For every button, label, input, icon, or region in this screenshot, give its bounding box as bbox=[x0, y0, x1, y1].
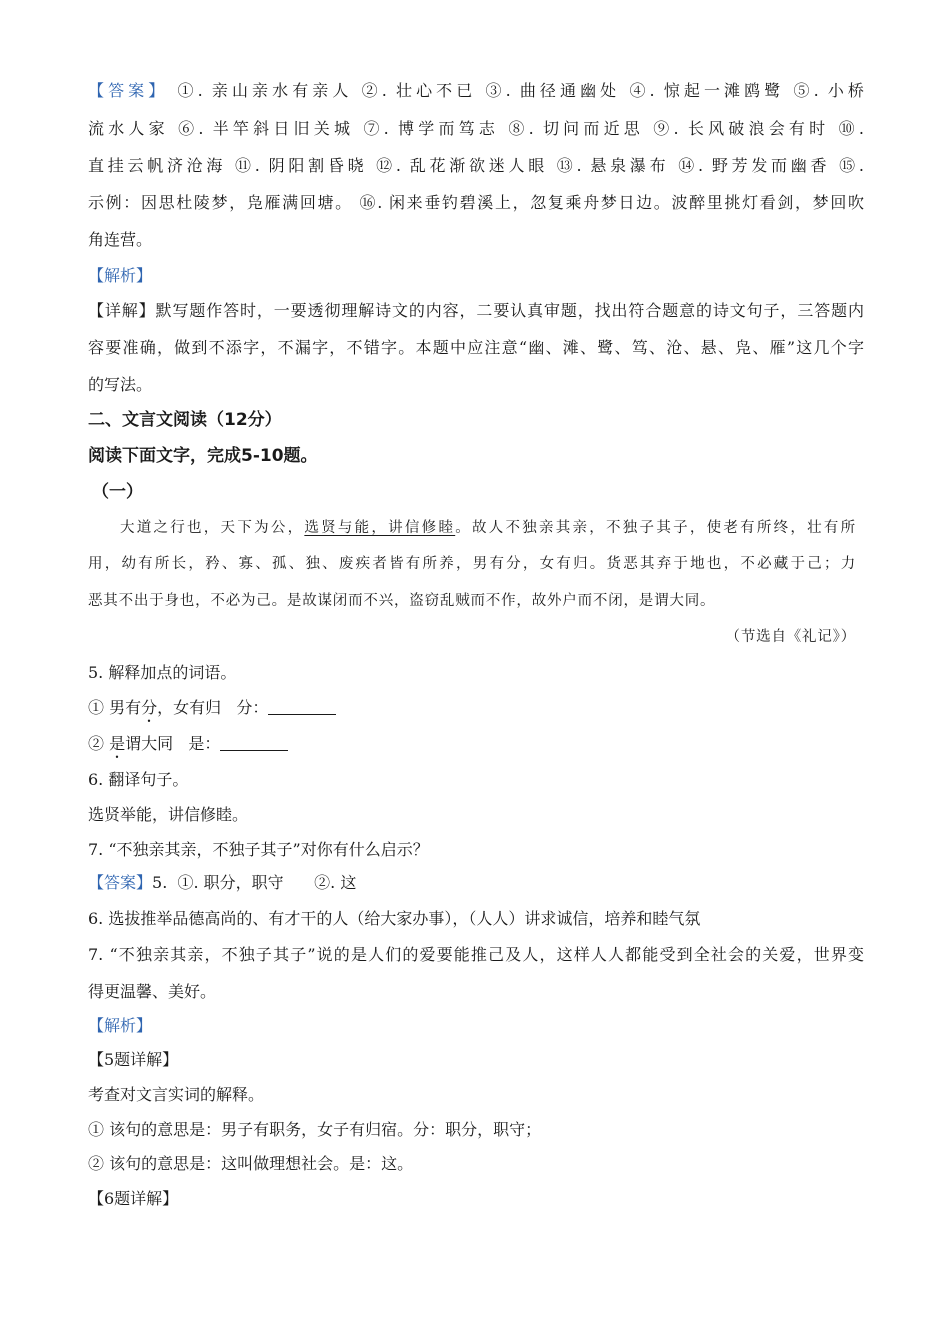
detail-text-line: 的写法。 bbox=[88, 375, 153, 394]
dotted-word: 是 bbox=[109, 734, 126, 753]
passage-text: 。故人不独亲其亲，不独子其子，使老有所终，壮有所 bbox=[455, 520, 856, 536]
detail-text-line: ② 该句的意思是：这叫做理想社会。是：这。 bbox=[88, 1154, 414, 1173]
detail-heading-6: 【6题详解】 bbox=[88, 1189, 179, 1208]
answer-item: ③. 曲径通幽处 bbox=[485, 81, 621, 100]
answer-item: ④. 惊起一滩鸥鹭 bbox=[629, 81, 785, 100]
answer-line-1 bbox=[88, 80, 864, 102]
answer-item: ⑭. 野芳发而幽香 bbox=[678, 156, 831, 175]
part-title: （一） bbox=[92, 482, 143, 502]
answer-line-3 bbox=[88, 155, 864, 177]
answer-label: 【答案】 bbox=[88, 81, 169, 100]
question-text: ② bbox=[88, 734, 110, 753]
detail-text-line: 考查对文言实词的解释。 bbox=[88, 1085, 265, 1104]
answer-blank[interactable] bbox=[220, 736, 288, 751]
passage-source: （节选自《礼记》） bbox=[725, 629, 856, 645]
detail-heading-5: 【5题详解】 bbox=[88, 1050, 179, 1069]
passage-text: 大道之行也，天下为公， bbox=[120, 520, 305, 536]
answer-item: 示例：因思杜陵梦，凫雁满回塘。 bbox=[88, 193, 353, 212]
answer-item: ⑪. 阴阳割昏晓 bbox=[234, 156, 368, 175]
question-6: 6. 翻译句子。 bbox=[88, 770, 189, 789]
underlined-phrase: 选贤与能，讲信修睦 bbox=[304, 520, 456, 536]
detail-text-line: ① 该句的意思是：男子有职务，女子有归宿。分：职分，职守； bbox=[88, 1120, 542, 1139]
analysis-label: 【解析】 bbox=[88, 1016, 153, 1035]
answer-item: ⑬. 悬泉瀑布 bbox=[556, 156, 670, 175]
answer-item: ⑧. 切问而近思 bbox=[508, 119, 644, 138]
answer-item: ⑫. 乱花渐欲迷人眼 bbox=[376, 156, 548, 175]
detail-text-line: 容要准确，做到不添字，不漏字，不错字。本题中应注意“幽、滩、鹭、笃、沧、悬、凫、雁”这几个字 bbox=[88, 338, 864, 357]
passage-line-2: 用，幼有所长，矜、寡、孤、独、废疾者皆有所养，男有分，女有归。货恶其弃于地也，不必藏于己；力 bbox=[88, 556, 856, 572]
answer-label: 【答案】 bbox=[88, 873, 153, 892]
answer-6: 6. 选拔推举品德高尚的、有才干的人（给大家办事），（人人）讲求诚信，培养和睦气氛 bbox=[88, 909, 701, 928]
question-text: ，女有归 分： bbox=[157, 698, 269, 717]
analysis-label: 【解析】 bbox=[88, 266, 153, 285]
section-heading: 二、文言文阅读（12分） bbox=[88, 410, 282, 430]
answer-item: ⑮. bbox=[839, 156, 864, 175]
answer-item: 流水人家 bbox=[88, 119, 169, 138]
question-5-item-1 bbox=[88, 697, 864, 726]
answer-item: ⑤. 小桥 bbox=[793, 81, 864, 100]
passage-line-1 bbox=[120, 517, 856, 539]
answer-item: ⑥. 半竿斜日旧关城 bbox=[178, 119, 355, 138]
answer-7-line-2: 得更温馨、美好。 bbox=[88, 982, 217, 1001]
dotted-word: 分 bbox=[141, 698, 158, 717]
answer-blank[interactable] bbox=[268, 700, 336, 715]
answer-item: ⑩. bbox=[838, 119, 864, 138]
answer-item: ⑦. 博学而笃志 bbox=[363, 119, 500, 138]
answer-text: 5. ①. 职分，职守 ②. 这 bbox=[152, 873, 357, 892]
answer-line-2 bbox=[88, 118, 864, 140]
answer-item: 直挂云帆济沧海 bbox=[88, 156, 227, 175]
passage-line-3: 恶其不出于身也，不必为己。是故谋闭而不兴，盗窃乱贼而不作，故外户而不闭，是谓大同。 bbox=[88, 593, 716, 609]
question-5: 5. 解释加点的词语。 bbox=[88, 663, 237, 682]
question-7: 7. “不独亲其亲，不独子其子”对你有什么启示？ bbox=[88, 840, 429, 859]
answer-7-line-1: 7. “不独亲其亲，不独子其子”说的是人们的爱要能推己及人，这样人人都能受到全社会的关爱，世界变 bbox=[88, 945, 864, 964]
question-text: ① 男有 bbox=[88, 698, 142, 717]
answer-line-4 bbox=[88, 192, 864, 214]
question-text: 谓大同 是： bbox=[125, 734, 221, 753]
answer-line-5: 角连营。 bbox=[88, 230, 153, 249]
answers-line-5 bbox=[88, 872, 864, 894]
question-5-item-2 bbox=[88, 733, 864, 762]
answer-item: ⑯. 闲来垂钓碧溪上，忽复乘舟梦日边。波醉里挑灯看剑，梦回吹 bbox=[359, 193, 864, 212]
answer-item: ②. 壮心不已 bbox=[361, 81, 477, 100]
answer-item: ①. 亲山亲水有亲人 bbox=[177, 81, 353, 100]
detail-text-line: 【详解】默写题作答时，一要透彻理解诗文的内容，二要认真审题，找出符合题意的诗文句子，三答题内 bbox=[88, 301, 864, 320]
section-instruction: 阅读下面文字，完成5-10题。 bbox=[88, 446, 318, 466]
answer-item: ⑨. 长风破浪会有时 bbox=[653, 119, 830, 138]
question-6-sentence: 选贤举能，讲信修睦。 bbox=[88, 805, 249, 824]
